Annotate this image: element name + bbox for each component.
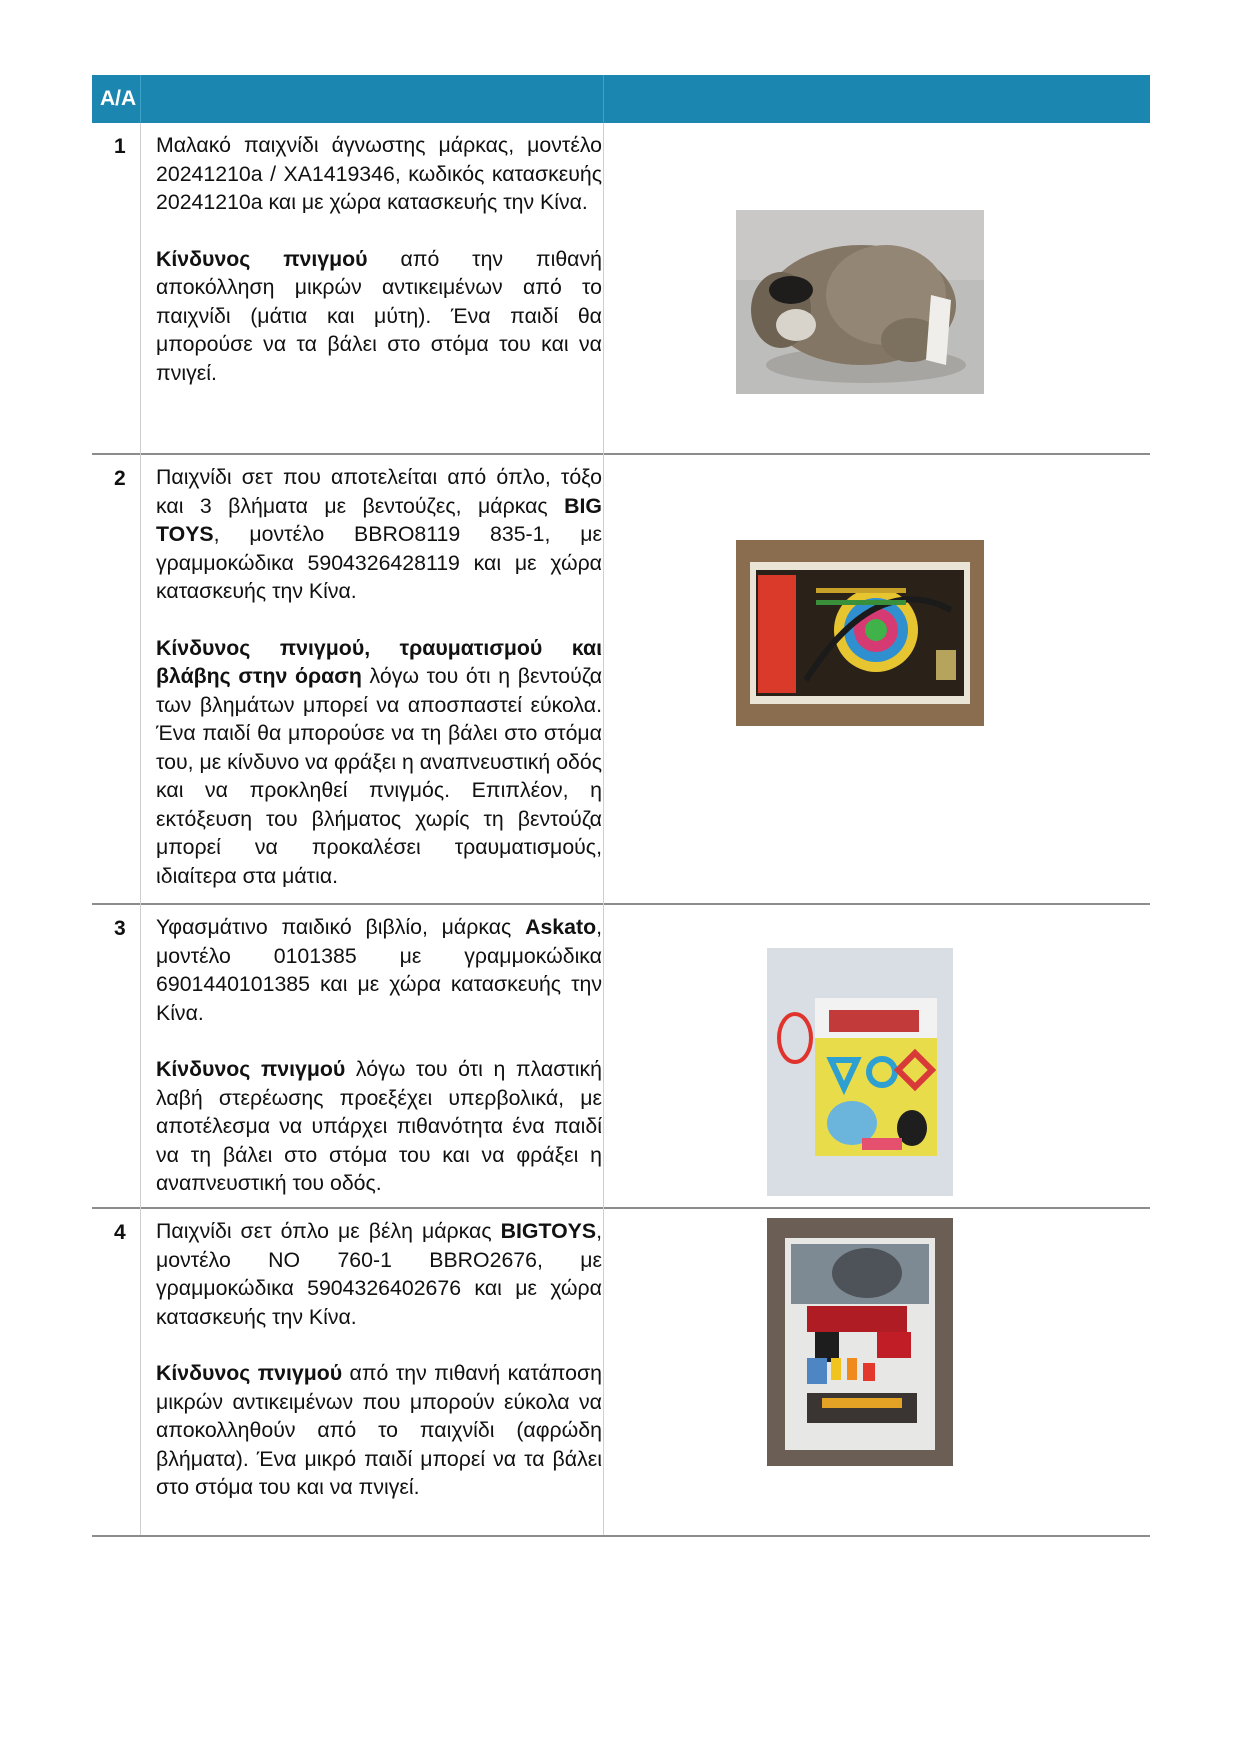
- risk-text: λόγω του ότι η βεντούζα των βλημάτων μπορεί να αποσπαστεί εύκολα. Ένα παιδί θα μπορούσε να τη βάλει στο στόμα του, με κίνδυνο να φράξει η αναπνευστική οδός και να προκληθεί πνιγμός. Επιπλέον, η εκτόξευση του βλήματος χωρίς τη βεντούζα μπορεί να προκαλέσει τραυματισμούς, ιδιαίτερα στα μάτια.: [156, 664, 603, 888]
- brand-name: BIG TOYS: [156, 493, 602, 546]
- product-description: Παιχνίδι σετ που αποτελείται από όπλο, τόξο και 3 βλήματα με βεντούζες, μάρκας BIG TOYS, μοντέλο BBRO8119 835-1, με γραμμοκώδικα 5904326428119 και με χώρα κατασκευής την Κίνα.: [156, 465, 602, 603]
- header-divider: [140, 75, 141, 123]
- table-row: [92, 455, 1150, 905]
- brand-name: Askato: [525, 915, 597, 939]
- product-description: Υφασμάτινο παιδικό βιβλίο, μάρκας Askato, μοντέλο 0101385 με γραμμοκώδικα 6901440101385 και με χώρα κατασκευής την Κίνα.: [156, 915, 602, 1025]
- product-description: Παιχνίδι σετ όπλο με βέλη μάρκας BIGTOYS, μοντέλο NO 760-1 BBRO2676, με γραμμοκώδικα 5904326402676 και με χώρα κατασκευής την Κίνα.: [156, 1219, 602, 1329]
- risk-title: Κίνδυνος πνιγμού: [156, 1361, 343, 1385]
- risk-description: [156, 1055, 602, 1198]
- product-photo-cloth-book: [767, 948, 953, 1196]
- risk-text: από την πιθανή αποκόλληση μικρών αντικειμένων από το παιχνίδι (μάτια και μύτη). Ένα παιδί θα μπορούσε να τα βάλει στο στόμα του και να πνιγεί.: [156, 246, 602, 385]
- row-description: [156, 913, 602, 1198]
- product-table: [92, 75, 1150, 1499]
- risk-description: [156, 634, 602, 891]
- header-divider: [603, 75, 604, 123]
- risk-text: λόγω του ότι η πλαστική λαβή στερέωσης προεξέχει υπερβολικά, με αποτέλεσμα να υπάρχει πιθανότητα ένα παιδί να τη βάλει στο στόμα του και να φράξει η αναπνευστική του οδός.: [156, 1057, 602, 1195]
- risk-title: Κίνδυνος πνιγμού: [156, 1057, 346, 1081]
- row-description: [156, 463, 602, 890]
- product-description: Μαλακό παιχνίδι άγνωστης μάρκας, μοντέλο 20241210a / XA1419346, κωδικός κατασκευής 20241210a και με χώρα κατασκευής την Κίνα.: [156, 133, 602, 214]
- product-photo-gun-set: [767, 1218, 953, 1466]
- row-number: 2: [114, 467, 126, 490]
- row-number: 1: [114, 135, 126, 158]
- risk-title: Κίνδυνος πνιγμού: [156, 246, 368, 271]
- row-number: 4: [114, 1221, 126, 1244]
- risk-title: Κίνδυνος πνιγμού, τραυματισμού και βλάβης στην όραση: [156, 635, 602, 688]
- row-number: 3: [114, 917, 126, 940]
- brand-name: BIGTOYS: [500, 1219, 597, 1243]
- table-row: [92, 905, 1150, 1209]
- column-divider: [140, 123, 141, 1535]
- header-number-label: Α/Α: [100, 87, 137, 110]
- risk-description: [156, 1359, 602, 1502]
- product-photo-bow-set: [736, 540, 984, 726]
- table-row: [92, 1209, 1150, 1537]
- product-photo-plush-toy: [736, 210, 984, 394]
- row-description: [156, 131, 602, 387]
- risk-text: από την πιθανή κατάποση μικρών αντικειμένων που μπορούν εύκολα να αποκολληθούν από το παιχνίδι (αφρώδη βλήματα). Ένα μικρό παιδί μπορεί να τα βάλει στο στόμα του και να πνιγεί.: [156, 1361, 602, 1499]
- risk-description: [156, 245, 602, 388]
- table-header: [92, 75, 1150, 123]
- row-description: [156, 1217, 602, 1502]
- table-row: [92, 123, 1150, 455]
- column-divider: [603, 123, 604, 1535]
